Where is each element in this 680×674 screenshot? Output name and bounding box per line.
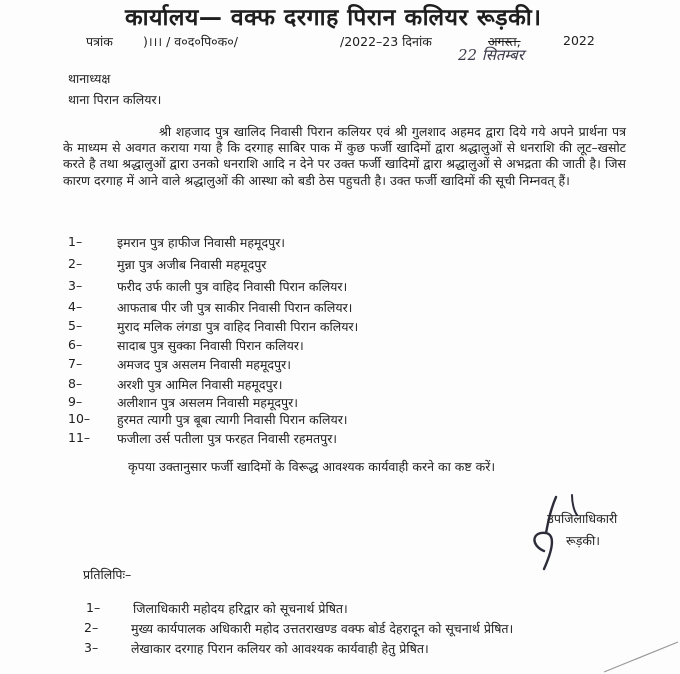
list-item-number: 8– <box>68 376 83 391</box>
handwritten-date: 22 सितम्बर <box>458 46 525 64</box>
struck-month: अगस्त, <box>488 34 521 49</box>
list-item-text: अलीशान पुत्र असलम निवासी महमूदपुर। <box>117 395 299 410</box>
list-item-number: 10– <box>68 411 91 426</box>
list-item-number: 3– <box>68 278 83 293</box>
list-item-number: 4– <box>68 299 83 314</box>
list-item-text: इमरान पुत्र हाफीज निवासी महमूदपुर। <box>117 235 286 250</box>
copy-item-text: जिलाधिकारी महोदय हरिद्वार को सूचनार्थ प्रेषित। <box>133 601 348 616</box>
list-item-text: अमजद पुत्र असलम निवासी महमूदपुर। <box>117 357 292 372</box>
ref-label: पत्रांक <box>86 34 113 49</box>
copy-item-text: लेखाकार दरगाह पिरान कलियर को आवश्यक कार्यवाही हेतु प्रेषित। <box>131 641 429 656</box>
list-item-text: हुरमत त्यागी पुत्र बूबा त्यागी निवासी पिरान कलियर। <box>117 412 348 427</box>
list-item-text: आफताब पीर जी पुत्र साकीर निवासी पिरान कलियर। <box>117 300 353 315</box>
list-item-number: 6– <box>68 337 83 352</box>
list-item-number: 9– <box>68 394 83 409</box>
scan-edge-line <box>600 640 680 674</box>
list-item-text: सादाब पुत्र सुक्का निवासी पिरान कलियर। <box>117 338 304 353</box>
addressee-office: थाना पिरान कलियर। <box>68 92 162 107</box>
signatory-designation: उपजिलाधिकारी <box>547 511 618 526</box>
copy-to-label: प्रतिलिपिः– <box>83 567 132 582</box>
ref-year-date-label: /2022–23 दिनांक <box>340 34 432 49</box>
copy-item-number: 3– <box>84 640 99 655</box>
list-item-text: फरीद उर्फ काली पुत्र वाहिद निवासी पिरान कलियर। <box>117 279 348 294</box>
action-request: कृपया उक्तानुसार फर्जी खादिमों के विरूद्ध आवश्यक कार्यवाही करने का कष्ट करें। <box>128 459 496 474</box>
copy-item-number: 1– <box>86 600 101 615</box>
addressee-title: थानाध्यक्ष <box>68 71 111 86</box>
body-paragraph: श्री शहजाद पुत्र खालिद निवासी पिरान कलियर एवं श्री गुलशाद अहमद द्वारा दिये गये अपने प्रार्थना पत्र के माध्यम से अवगत कराया गया है कि दरगाह साबिर पाक में कुछ फर्जी खादिमों द्वारा श्रद्धालुओं से धनराशि की लूट–खसोट करते है तथा श्रद्धालुओं द्वारा उनको धनराशि आदि न देने पर उक्त फर्जी खादिमों द्वारा श्रद्धालुओं से अभद्रता की जाती है। जिस कारण दरगाह में आने वाले श्रद्धालुओं की आस्था को बडी ठेस पहुचती है। उक्त फर्जी खादिमों की सूची निम्नवत् हैं। <box>63 124 626 188</box>
copy-item-number: 2– <box>84 620 99 635</box>
signatory-place: रूड़की। <box>566 533 600 548</box>
list-item-text: अरशी पुत्र आमिल निवासी महमूदपुर। <box>117 377 283 392</box>
list-item-number: 5– <box>68 318 83 333</box>
list-item-text: मुन्ना पुत्र अजीब निवासी महमूदपुर <box>117 257 267 272</box>
ref-number: )।।। / व०द०पि०क०/ <box>143 34 238 49</box>
copy-item-text: मुख्य कार्यपालक अधिकारी महोद उत्ततराखण्ड वक्फ बोर्ड देहरादून को सूचनार्थ प्रेषित। <box>131 621 514 636</box>
ref-date-year: 2022 <box>563 33 595 48</box>
list-item-text: फजीला उर्स पतीला पुत्र फरहत निवासी रहमतपुर। <box>117 431 338 446</box>
list-item-text: मुराद मलिक लंगडा पुत्र वाहिद निवासी पिरान कलियर। <box>117 319 359 334</box>
list-item-number: 11– <box>68 430 91 445</box>
list-item-number: 2– <box>68 256 83 271</box>
list-item-number: 7– <box>68 356 83 371</box>
office-header-title: कार्यालय— वक्फ दरगाह पिरान कलियर रूड़की। <box>125 5 542 31</box>
list-item-number: 1– <box>68 234 83 249</box>
